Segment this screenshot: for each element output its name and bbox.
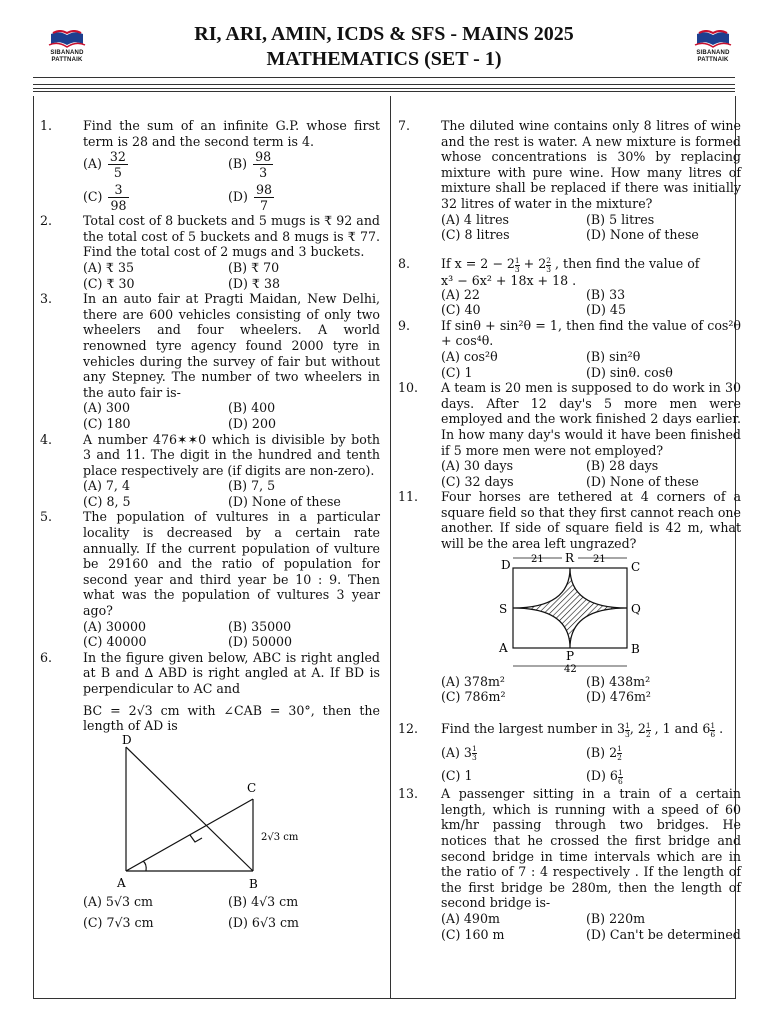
option-a[interactable]: (A) cos²θ — [441, 348, 498, 364]
question-number: 7. — [398, 118, 411, 133]
question-number: 1. — [40, 118, 53, 133]
exp-num: 1 — [471, 744, 477, 754]
option-c[interactable]: (C) 8, 5 — [83, 493, 131, 509]
option-a[interactable]: (A) 7, 4 — [83, 478, 130, 494]
option-b[interactable]: (B) 28 days — [586, 458, 659, 474]
exp-num: 1 — [514, 255, 520, 265]
option-d[interactable]: (D) 50000 — [228, 634, 292, 650]
option-c[interactable] — [83, 182, 228, 213]
option-b[interactable]: (B) ₹ 70 — [228, 259, 280, 275]
left-column — [40, 118, 380, 931]
question-number: 6. — [40, 649, 53, 665]
text-part: Find the largest number in 3 — [441, 720, 626, 736]
option-b[interactable]: (B) 400 — [228, 400, 276, 416]
logo-left-line1: SIBANAND — [50, 50, 84, 56]
question-text: Total cost of 8 buckets and 5 mugs is ₹ 92 and the total cost of 5 buckets and 8 mugs is ₹ 77. Find the total cost of 2 mugs and 3 buckets. — [83, 213, 380, 260]
question-5 — [40, 509, 380, 649]
dim-label-21-right: 21 — [593, 553, 606, 565]
option-b[interactable]: (B) 5 litres — [586, 211, 655, 227]
options — [441, 349, 741, 380]
text-part: , then find the value of — [551, 255, 700, 271]
page-subtitle: MATHEMATICS (SET - 1) — [266, 48, 502, 70]
logo-right-line1: SIBANAND — [696, 50, 730, 56]
ungrazed-region — [513, 568, 627, 648]
label-p: P — [566, 648, 575, 663]
option-a[interactable]: (A) ₹ 35 — [83, 259, 134, 275]
options — [441, 458, 741, 489]
option-d[interactable]: (D) 476m² — [586, 689, 651, 705]
denominator: 5 — [113, 165, 122, 181]
question-text-2: x³ − 6x² + 18x + 18 . — [441, 272, 577, 288]
question-number: 10. — [398, 380, 419, 396]
question-7 — [398, 118, 741, 243]
denominator: 7 — [259, 198, 268, 214]
header-divider — [33, 77, 735, 85]
option-d[interactable]: (D) None of these — [228, 493, 341, 509]
question-number: 13. — [398, 786, 419, 802]
option-c[interactable]: (C) 32 days — [441, 473, 514, 489]
option-d[interactable]: (D) ₹ 38 — [228, 275, 280, 291]
exp-den: 6 — [617, 777, 623, 787]
square-field-figure — [441, 552, 741, 674]
header-divider-2 — [33, 88, 735, 92]
line-db — [126, 747, 253, 871]
logo-left-line2: PATTNAIK — [51, 57, 83, 63]
option-label: (A) 3 — [441, 744, 472, 760]
question-3 — [40, 291, 380, 431]
label-q: Q — [631, 601, 641, 616]
question-10 — [398, 380, 741, 489]
label-r: R — [565, 551, 575, 565]
text-part: , 1 and 6 — [650, 720, 711, 736]
option-a[interactable]: (A) 490m — [441, 911, 500, 927]
options — [441, 739, 741, 787]
label-a: A — [499, 640, 508, 655]
option-b[interactable]: (B) 4√3 cm — [228, 893, 299, 909]
option-b[interactable] — [228, 149, 380, 180]
options — [83, 260, 380, 291]
option-b[interactable]: (B) 220m — [586, 911, 646, 927]
question-8 — [398, 248, 741, 318]
fraction — [108, 149, 128, 180]
page-title: RI, ARI, AMIN, ICDS & SFS - MAINS 2025 — [194, 23, 574, 45]
question-text-2: BC = 2√3 cm with ∠CAB = 30°, then the length of AD is — [83, 702, 380, 734]
question-1 — [40, 118, 380, 213]
exp-num: 1 — [710, 720, 716, 730]
question-text: In the figure given below, ABC is right angled at B and ∆ ABD is right angled at A. If BD is perpendicular to AC and — [83, 649, 380, 696]
dim-label-21-left: 21 — [531, 553, 544, 565]
question-text: Four horses are tethered at 4 corners of a square field so that they first cannot reach one another. If side of square field is 42 m, what will be the area left ungrazed? — [441, 489, 741, 552]
option-c[interactable]: (C) 180 — [83, 415, 131, 431]
option-b[interactable] — [586, 745, 741, 763]
question-11 — [398, 489, 741, 705]
option-c[interactable]: (C) 40000 — [83, 634, 147, 650]
label-c: C — [631, 559, 641, 574]
question-number: 9. — [398, 317, 411, 333]
exp-den: 6 — [710, 729, 716, 739]
question-6 — [40, 650, 380, 931]
exp-num: 2 — [546, 255, 552, 265]
option-label: (B) — [228, 156, 248, 172]
logo-right-line2: PATTNAIK — [697, 57, 729, 63]
label-b: B — [631, 641, 640, 656]
column-divider — [390, 96, 391, 998]
question-text: The diluted wine contains only 8 litres of wine and the rest is water. A new mixture is formed whose concentrations is 30% by replacing mixture with pure wine. How many litres of mixture shall be replaced if there was initially 32 litres of water in the mixture? — [441, 118, 741, 211]
right-angle-mark — [190, 835, 202, 842]
options — [83, 400, 380, 431]
question-text — [441, 248, 741, 274]
exp-den: 3 — [514, 264, 520, 274]
denominator: 98 — [110, 198, 127, 214]
label-c: C — [247, 780, 257, 795]
exponent — [617, 745, 622, 762]
option-c[interactable]: (C) 1 — [441, 364, 473, 380]
exp-den: 3 — [625, 729, 630, 739]
option-d[interactable] — [586, 768, 741, 786]
option-c[interactable]: (C) 8 litres — [441, 227, 510, 243]
question-text: A team is 20 men is supposed to do work in 30 days. After 12 day's 5 more men were employed and the work finished 2 days earlier. In how many day's would it have been finished if 5 more men were not employed? — [441, 380, 741, 458]
label-b: B — [249, 876, 258, 891]
exp-den: 2 — [645, 729, 651, 739]
numerator: 98 — [255, 182, 272, 198]
options — [441, 674, 741, 705]
numerator: 98 — [255, 149, 272, 165]
denominator: 3 — [259, 165, 268, 181]
question-text — [441, 713, 741, 739]
exp-num: 1 — [617, 744, 622, 754]
fraction — [108, 182, 128, 213]
label-a: A — [117, 875, 126, 890]
question-9 — [398, 318, 741, 380]
option-d[interactable]: (D) 200 — [228, 415, 276, 431]
options — [83, 894, 380, 931]
option-label: (C) — [83, 189, 103, 205]
option-d[interactable]: (D) sinθ. cosθ — [586, 364, 673, 380]
text-part: If x = 2 − 2 — [441, 255, 515, 271]
fraction — [254, 182, 274, 213]
option-a[interactable]: (A) 300 — [83, 400, 130, 416]
question-text: In an auto fair at Pragti Maidan, New Delhi, there are 600 vehicles consisting of only two wheelers and four wheelers. A world renowned tyre agency found 2000 tyre in vehicles during the survey of fair but without any Stepney. The number of two wheelers in the auto fair is- — [83, 291, 380, 400]
question-number: 12. — [398, 720, 419, 736]
option-d[interactable]: (D) 6√3 cm — [228, 915, 299, 931]
option-label: (D) — [228, 189, 248, 205]
question-number: 8. — [398, 255, 411, 271]
option-label: (B) 2 — [586, 744, 618, 760]
label-d: D — [501, 557, 511, 572]
exp-den: 3 — [546, 264, 552, 274]
question-text: A number 476✶✶0 which is divisible by both 3 and 11. The digit in the hundred and tenth place respectively are (if digits are non-zero). — [83, 431, 380, 478]
option-c[interactable]: (C) 786m² — [441, 689, 506, 705]
option-a[interactable]: (A) 4 litres — [441, 211, 509, 227]
label-s: S — [499, 601, 508, 616]
option-d[interactable]: (D) None of these — [586, 227, 699, 243]
exp-num: 1 — [625, 720, 630, 730]
exp-num: 1 — [645, 720, 651, 730]
option-label: (C) 1 — [441, 768, 473, 784]
exp-den: 2 — [617, 753, 622, 763]
option-label: (D) 6 — [586, 768, 618, 784]
question-text: The population of vultures in a particular locality is decreased by a certain rate annually. If the current population of vulture be 29160 and the ratio of population for second year and third year be 10 : 9. Then what was the population of vultures 3 year ago? — [83, 509, 380, 619]
option-a[interactable] — [441, 745, 586, 763]
options — [83, 619, 380, 650]
fraction — [253, 149, 273, 180]
option-b[interactable]: (B) 438m² — [586, 673, 651, 689]
question-number: 2. — [40, 213, 53, 229]
option-b[interactable]: (B) 7, 5 — [228, 478, 276, 494]
dim-label-42: 42 — [564, 663, 577, 674]
option-d[interactable]: (D) None of these — [586, 473, 699, 489]
option-b[interactable]: (B) 33 — [586, 286, 626, 302]
options — [83, 478, 380, 509]
question-number: 5. — [40, 509, 53, 525]
option-c[interactable]: (C) 7√3 cm — [83, 915, 154, 931]
question-number: 4. — [40, 431, 53, 447]
option-d[interactable]: (D) 45 — [586, 302, 626, 318]
numerator: 3 — [108, 182, 128, 198]
question-text: If sinθ + sin²θ = 1, then find the value of cos²θ + cos⁴θ. — [441, 317, 741, 349]
option-a[interactable] — [83, 149, 228, 180]
option-a[interactable]: (A) 30 days — [441, 458, 514, 474]
question-number: 11. — [398, 489, 419, 505]
label-side: 2√3 cm — [261, 831, 299, 843]
option-d[interactable]: (D) Can't be determined — [586, 926, 741, 942]
numerator: 32 — [109, 149, 126, 165]
page-header — [0, 22, 768, 72]
option-c[interactable]: (C) 40 — [441, 302, 481, 318]
option-b[interactable]: (B) 35000 — [228, 618, 292, 634]
option-a[interactable]: (A) 30000 — [83, 618, 146, 634]
options — [441, 212, 741, 243]
option-c[interactable]: (C) 160 m — [441, 926, 505, 942]
angle-arc — [143, 861, 146, 871]
text-part: . — [715, 720, 724, 736]
options — [83, 149, 380, 213]
option-d[interactable] — [228, 182, 380, 213]
option-c[interactable]: (C) ₹ 30 — [83, 275, 135, 291]
text-part: + 2 — [519, 255, 547, 271]
question-13 — [398, 786, 741, 942]
option-a[interactable]: (A) 378m² — [441, 673, 505, 689]
question-text: Find the sum of an infinite G.P. whose first term is 28 and the second term is 4. — [83, 118, 380, 149]
exp-den: 3 — [471, 753, 477, 763]
right-column — [398, 118, 741, 942]
exp-num: 1 — [617, 768, 623, 778]
exponent — [472, 745, 477, 762]
label-d: D — [122, 733, 132, 747]
question-number: 3. — [40, 291, 53, 307]
exponent — [618, 769, 623, 786]
question-4 — [40, 432, 380, 510]
option-a[interactable]: (A) 5√3 cm — [83, 893, 153, 909]
options — [441, 911, 741, 942]
options — [441, 287, 741, 318]
question-12 — [398, 713, 741, 786]
option-label: (A) — [83, 156, 102, 172]
option-a[interactable]: (A) 22 — [441, 286, 480, 302]
option-b[interactable]: (B) sin²θ — [586, 348, 641, 364]
option-c[interactable] — [441, 768, 586, 786]
text-part: , 2 — [629, 720, 646, 736]
triangle-figure — [83, 734, 373, 894]
question-text: A passenger sitting in a train of a certain length, which is running with a speed of 60 km/hr passing through two bridges. He notices that he crossed the first bridge and second bridge in time intervals which are in the ratio of 7 : 4 respectively . If the length of the first bridge be 280m, then the length of second bridge is- — [441, 786, 741, 911]
question-2 — [40, 213, 380, 291]
